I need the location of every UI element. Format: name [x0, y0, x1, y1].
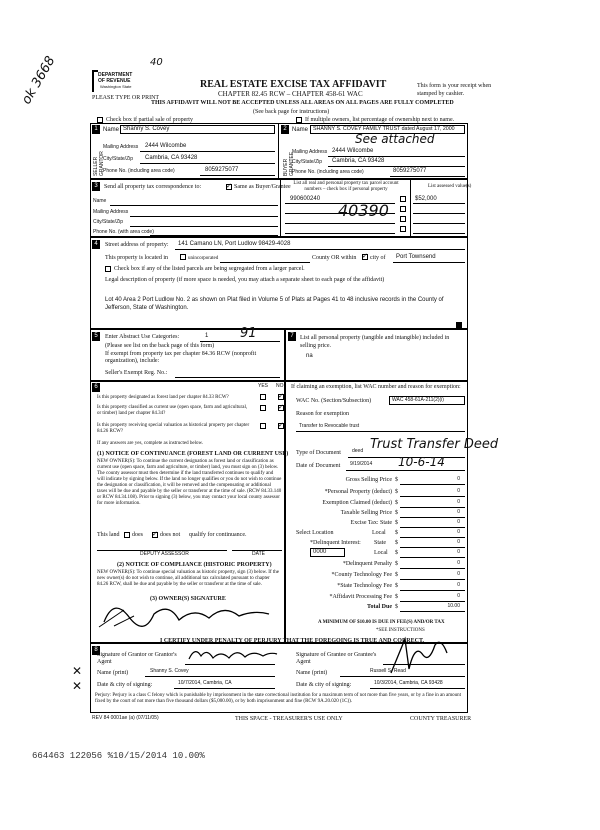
- corr-name-label: Name: [93, 198, 107, 204]
- does-not-qualify-checkbox[interactable]: [152, 532, 158, 538]
- personal-deduct-label: *Personal Property (deduct): [324, 489, 392, 495]
- minimum-due-note: A MINIMUM OF $10.00 IS DUE IN FEE(S) AND/OR TAX: [318, 620, 445, 625]
- exemption-deduct-value[interactable]: 0: [457, 499, 460, 505]
- total-due-value[interactable]: 10.00: [447, 603, 460, 609]
- affidavit-fee-value[interactable]: 0: [457, 593, 460, 599]
- taxable-price-label: Taxable Selling Price: [340, 510, 392, 516]
- street-address-value[interactable]: 141 Camano LN, Port Ludlow 98429-4028: [178, 241, 291, 247]
- multiple-owners-label: If multiple owners, list percentage of ownership next to name.: [305, 117, 455, 123]
- county-tech-fee-dollar: $: [395, 572, 398, 578]
- local-1-dollar: $: [395, 530, 398, 536]
- see-back-instructions: (See back page for instructions): [253, 109, 330, 115]
- owner-signature: [94, 592, 284, 632]
- assessed-value[interactable]: $52,000: [415, 196, 437, 202]
- parcel-1-personal-checkbox[interactable]: [400, 196, 406, 202]
- delinquent-state-dollar: $: [395, 540, 398, 546]
- grantee-name-value[interactable]: Russell S. Read: [370, 668, 406, 674]
- seller-phone-label: Phone No. (including area code): [103, 168, 175, 174]
- delinquent-state-value[interactable]: 0: [457, 539, 460, 545]
- local-1-label: Local: [372, 530, 386, 536]
- buyer-side-label: BUYER GRANTEE: [283, 151, 295, 176]
- parcel-header: List all real and personal property tax parcel account numbers – check box if personal property: [293, 181, 399, 192]
- doc-type-handwritten: Trust Transfer Deed: [370, 437, 499, 452]
- affidavit-fee-label: *Affidavit Processing Fee: [329, 594, 392, 600]
- section-3-number: 3: [92, 182, 100, 191]
- personal-deduct-dollar: $: [395, 489, 398, 495]
- seller-mailing-value[interactable]: 2444 Wilcombe: [145, 143, 187, 149]
- forest-land-question: Is this property designated as forest land per chapter 84.33 RCW?: [97, 395, 229, 400]
- buyer-name-handwritten: See attached: [355, 132, 435, 146]
- gross-price-value[interactable]: 0: [457, 476, 460, 482]
- buyer-city-label: City/State/Zip: [292, 159, 323, 165]
- section-6-number: 6: [92, 383, 100, 392]
- form-revision: REV 84 0001ae (a) (07/11/05): [92, 715, 159, 721]
- doc-date-handwritten: 10-6-14: [398, 455, 445, 469]
- deputy-assessor-label: DEPUTY ASSESSOR: [140, 551, 189, 557]
- excise-state-dollar: $: [395, 520, 398, 526]
- parcel-number[interactable]: 990600240: [290, 196, 321, 202]
- personal-property-label: List all personal property (tangible and intangible) included in selling price.: [300, 335, 450, 349]
- gross-price-label: Gross Selling Price: [345, 477, 392, 483]
- delinquent-penalty-value[interactable]: 0: [457, 560, 460, 566]
- gross-price-dollar: $: [395, 477, 398, 483]
- personal-property-value[interactable]: na: [306, 353, 313, 359]
- location-code-field[interactable]: 0000: [310, 548, 345, 557]
- local-2-label: Local: [374, 550, 388, 556]
- recording-stamp: 664463 122056 %10/15/2014 10.00%: [32, 751, 205, 761]
- section-5-number: 5: [92, 332, 100, 341]
- doc-type-label: Type of Document: [296, 450, 341, 456]
- please-type: PLEASE TYPE OR PRINT: [92, 95, 160, 101]
- see-instructions-note: *SEE INSTRUCTIONS: [376, 628, 425, 633]
- does-qualify-checkbox[interactable]: [124, 532, 130, 538]
- if-yes-label: If any answers are yes, complete as instructed below.: [97, 441, 204, 446]
- parcel-handwritten: 40390: [338, 201, 389, 220]
- seller-side-label: SELLER GRANTOR: [93, 151, 105, 176]
- county-tech-fee-label: *County Technology Fee: [331, 572, 392, 578]
- section-1-number: 1: [92, 125, 100, 134]
- grantee-date-value[interactable]: 10/3/2014, Cambria, CA 93428: [374, 680, 443, 686]
- date-label: DATE: [252, 551, 265, 557]
- corner-marker: [456, 322, 462, 328]
- section-2-number: 2: [281, 125, 289, 134]
- unincorporated-checkbox[interactable]: [180, 254, 186, 260]
- logo-line2: OF REVENUE: [98, 78, 131, 84]
- notice-compliance-title: (2) NOTICE OF COMPLIANCE (HISTORIC PROPERTY): [117, 562, 272, 568]
- x-mark-2: ✕: [72, 679, 83, 693]
- grantor-date-value[interactable]: 10/7/2014, Cambria, CA: [178, 680, 232, 686]
- x-mark-1: ✕: [72, 664, 83, 678]
- located-in-label: This property is located in: [105, 255, 168, 261]
- select-location-label: Select Location: [296, 530, 334, 536]
- delinquent-penalty-dollar: $: [395, 561, 398, 567]
- city-of-label: city of: [370, 255, 386, 261]
- buyer-mailing-label: Mailing Address: [292, 149, 328, 155]
- grantor-name-value[interactable]: Shanny S. Covey: [150, 668, 189, 674]
- doc-date-label: Date of Document: [296, 463, 341, 469]
- seller-city-value[interactable]: Cambria, CA 93428: [145, 155, 198, 161]
- margin-note-handwritten: ok 3668: [19, 53, 59, 107]
- delinquent-penalty-label: *Delinquent Penalty: [342, 561, 392, 567]
- buyer-mailing-value[interactable]: 2444 Wilcombe: [332, 148, 374, 154]
- buyer-phone-value[interactable]: 8059275077: [393, 168, 427, 174]
- dor-logo: [92, 70, 132, 92]
- treasurer-use-label: THIS SPACE - TREASURER'S USE ONLY: [235, 716, 343, 722]
- current-use-question: Is this property classified as current use (open space, farm and agricultural, or timber) land per chapter 84.34?: [97, 405, 248, 416]
- buyer-name-label: Name: [292, 127, 309, 133]
- owner-signature-label: (3) OWNER(S) SIGNATURE: [150, 596, 226, 602]
- notice-continuance-title: (1) NOTICE OF CONTINUANCE (FOREST LAND OR CURRENT USE): [97, 451, 289, 457]
- exempt-text: If exempt from property tax per chapter 84.36 RCW (nonprofit organization), include:: [105, 351, 257, 364]
- logo-line3: Washington State: [100, 84, 132, 89]
- city-of-checkbox[interactable]: [362, 254, 368, 260]
- legal-description-label: Legal description of property (if more space is needed, you may attach a separate sheet to each page of the affidavit): [105, 277, 385, 283]
- does-not-label: does not: [160, 532, 181, 538]
- yes-header: YES: [258, 383, 269, 389]
- seller-name-field[interactable]: Shanny S. Covey: [120, 125, 275, 134]
- no-header: NO: [276, 383, 284, 389]
- state-tech-fee-value[interactable]: 0: [457, 582, 460, 588]
- unincorporated-label: unincorporated: [188, 256, 219, 261]
- parcel-3-personal-checkbox[interactable]: [400, 216, 406, 222]
- corr-phone-label: Phone No. (with area code): [93, 229, 154, 235]
- notice-compliance-body: NEW OWNER(S): To continue special valuation as historic property, sign (3) below. If the new owner(s) do not wish to continue, all additional tax calculated pursuant to chapter 84.26 RCW, shall be due and payable by the seller or transferor at the time of sale.: [97, 570, 279, 587]
- assessed-header: List assessed value(s): [428, 184, 472, 189]
- doc-date-value[interactable]: 9/19/2014: [350, 461, 373, 467]
- logo-line1: DEPARTMENT: [98, 72, 133, 78]
- same-as-buyer-checkbox[interactable]: [226, 184, 232, 190]
- seller-phone-value[interactable]: 8059275077: [205, 167, 239, 173]
- partial-sale-label: Check box if partial sale of property: [106, 117, 193, 123]
- parcel-2-personal-checkbox[interactable]: [400, 206, 406, 212]
- forest-land-no[interactable]: [278, 394, 284, 400]
- abstract-use-value[interactable]: 1: [205, 333, 209, 339]
- grantee-signature-label: Signature of Grantee or Grantee's Agent: [296, 652, 377, 665]
- local-2-value[interactable]: 0: [457, 549, 460, 555]
- doc-type-value[interactable]: deed: [352, 448, 364, 454]
- sellers-exempt-label: Seller's Exempt Reg. No.:: [105, 370, 168, 376]
- form-warning: THIS AFFIDAVIT WILL NOT BE ACCEPTED UNLESS ALL AREAS ON ALL PAGES ARE FULLY COMPLETED: [151, 100, 454, 106]
- grantor-signature: [185, 644, 280, 666]
- taxable-price-value[interactable]: 0: [457, 509, 460, 515]
- historic-yes[interactable]: [260, 423, 266, 429]
- form-title: REAL ESTATE EXCISE TAX AFFIDAVIT: [200, 79, 387, 90]
- wac-field[interactable]: WAC 458-61A-211(2)(i): [389, 396, 465, 405]
- exemption-deduct-label: Exemption Claimed (deduct): [322, 500, 392, 506]
- seller-mailing-label: Mailing Address: [103, 144, 139, 150]
- excise-state-value[interactable]: 0: [457, 519, 460, 525]
- buyer-name-field[interactable]: SHANNY S. COVEY FAMILY TRUST dated August 17, 2000: [310, 125, 465, 134]
- grantee-name-label: Name (print): [296, 670, 328, 676]
- see-list-label: (Please see list on the back page of this form): [105, 343, 215, 349]
- city-value[interactable]: Port Townsend: [396, 254, 436, 260]
- delinquent-interest-label: *Delinquent Interest:: [310, 540, 361, 546]
- section-7-number: 7: [288, 332, 296, 341]
- street-address-label: Street address of property:: [105, 242, 169, 248]
- taxable-price-dollar: $: [395, 510, 398, 516]
- this-land-label: This land: [97, 532, 120, 538]
- total-due-dollar: $: [395, 604, 398, 610]
- send-correspondence-label: Send all property tax correspondence to:: [104, 184, 202, 190]
- corr-city-label: City/State/Zip: [93, 219, 124, 225]
- forest-land-yes[interactable]: [260, 394, 266, 400]
- parcel-4-personal-checkbox[interactable]: [400, 226, 406, 232]
- certify-statement: I CERTIFY UNDER PENALTY OF PERJURY THAT THE FOREGOING IS TRUE AND CORRECT.: [160, 638, 425, 644]
- seller-name-label: Name: [103, 127, 120, 133]
- grantor-signature-label: Signature of Grantor or Grantor's Agent: [97, 652, 177, 665]
- county-tech-fee-value[interactable]: 0: [457, 571, 460, 577]
- abstract-use-label: Enter Abstract Use Categories:: [105, 334, 180, 340]
- state-tech-fee-dollar: $: [395, 583, 398, 589]
- local-2-dollar: $: [395, 550, 398, 556]
- state-tech-fee-label: *State Technology Fee: [337, 583, 392, 589]
- abstract-use-handwritten: 91: [240, 326, 257, 341]
- grantor-name-label: Name (print): [97, 670, 129, 676]
- local-1-value[interactable]: 0: [457, 529, 460, 535]
- exemption-deduct-dollar: $: [395, 500, 398, 506]
- legal-description-value[interactable]: Lot 40 Area 2 Port Ludlow No. 2 as shown on Plat filed in Volume 5 of Plats at Pages 41 to 48 inclusive records in the County of Jefferson, State of Washington.: [105, 297, 444, 311]
- section-8-number: 8: [92, 646, 100, 655]
- reason-label: Reason for exemption: [296, 411, 349, 417]
- receipt-note: This form is your receipt when stamped by cashier.: [417, 83, 492, 97]
- form-chapter: CHAPTER 82.45 RCW – CHAPTER 458-61 WAC: [218, 90, 363, 98]
- perjury-notice: Perjury: Perjury is a class C felony which is punishable by imprisonment in the state correctional institution for a maximum term of not more than five years, or by a fine in an amount fixed by the court of not more than five thousand dollars ($5,000.00), or by both imprisonment and fine (RCW 9A.20.020 (1C)).: [95, 693, 462, 704]
- qualify-label: qualify for continuance.: [189, 532, 247, 538]
- personal-deduct-value[interactable]: 0: [457, 488, 460, 494]
- historic-no[interactable]: [278, 423, 284, 429]
- grantor-date-label: Date & city of signing:: [97, 682, 153, 688]
- wac-label: WAC No. (Section/Subsection): [296, 398, 372, 404]
- delinquent-state-label: State: [374, 540, 386, 546]
- buyer-city-value[interactable]: Cambria, CA 93428: [332, 158, 385, 164]
- does-label: does: [132, 532, 143, 538]
- current-use-yes[interactable]: [260, 405, 266, 411]
- total-due-label: Total Due: [367, 604, 392, 610]
- buyer-phone-label: Phone No. (including area code): [292, 169, 364, 175]
- excise-state-label: Excise Tax: State: [350, 520, 392, 526]
- page-number-handwritten: 40: [150, 57, 163, 68]
- county-treasurer-label: COUNTY TREASURER: [410, 716, 472, 722]
- seller-city-label: City/State/Zip: [103, 156, 134, 162]
- exemption-claim-label: If claiming an exemption, list WAC number and reason for exemption:: [291, 384, 461, 390]
- logo-mark: [92, 70, 98, 92]
- affidavit-fee-dollar: $: [395, 594, 398, 600]
- same-as-buyer-label: Same as Buyer/Grantee: [234, 184, 291, 190]
- notice-continuance-body: NEW OWNER(S): To continue the current designation as forest land or classification as current use (open space, farm and agriculture, or timber) land, you must sign on (3) below. The county assessor must then determine if the land transferred continues to qualify and will indicate by signing below. If the land no longer qualifies or you do not wish to continue the designation or classification, it will be removed and the compensating or additional taxes will be due and payable by the seller or transferor at the time of sale. (RCW 84.33.140 or RCW 84.34.108). Prior to signing (3) below, you may contact your local county assessor for more information.: [97, 459, 282, 506]
- current-use-no[interactable]: [278, 405, 284, 411]
- grantee-date-label: Date & city of signing:: [296, 682, 352, 688]
- corr-mailing-label: Mailing Address: [93, 209, 129, 215]
- segregated-checkbox[interactable]: [105, 266, 111, 272]
- county-or-within-label: County OR within: [312, 255, 357, 261]
- segregated-label: Check box if any of the listed parcels are being segregated from a larger parcel.: [114, 266, 305, 272]
- historic-question: Is this property receiving special valuation as historical property per chapter 84.26 RCW?: [97, 423, 250, 434]
- section-4-number: 4: [92, 240, 100, 249]
- reason-value[interactable]: Transfer to Revocable trust: [299, 423, 360, 429]
- section-4-frame: [90, 237, 468, 329]
